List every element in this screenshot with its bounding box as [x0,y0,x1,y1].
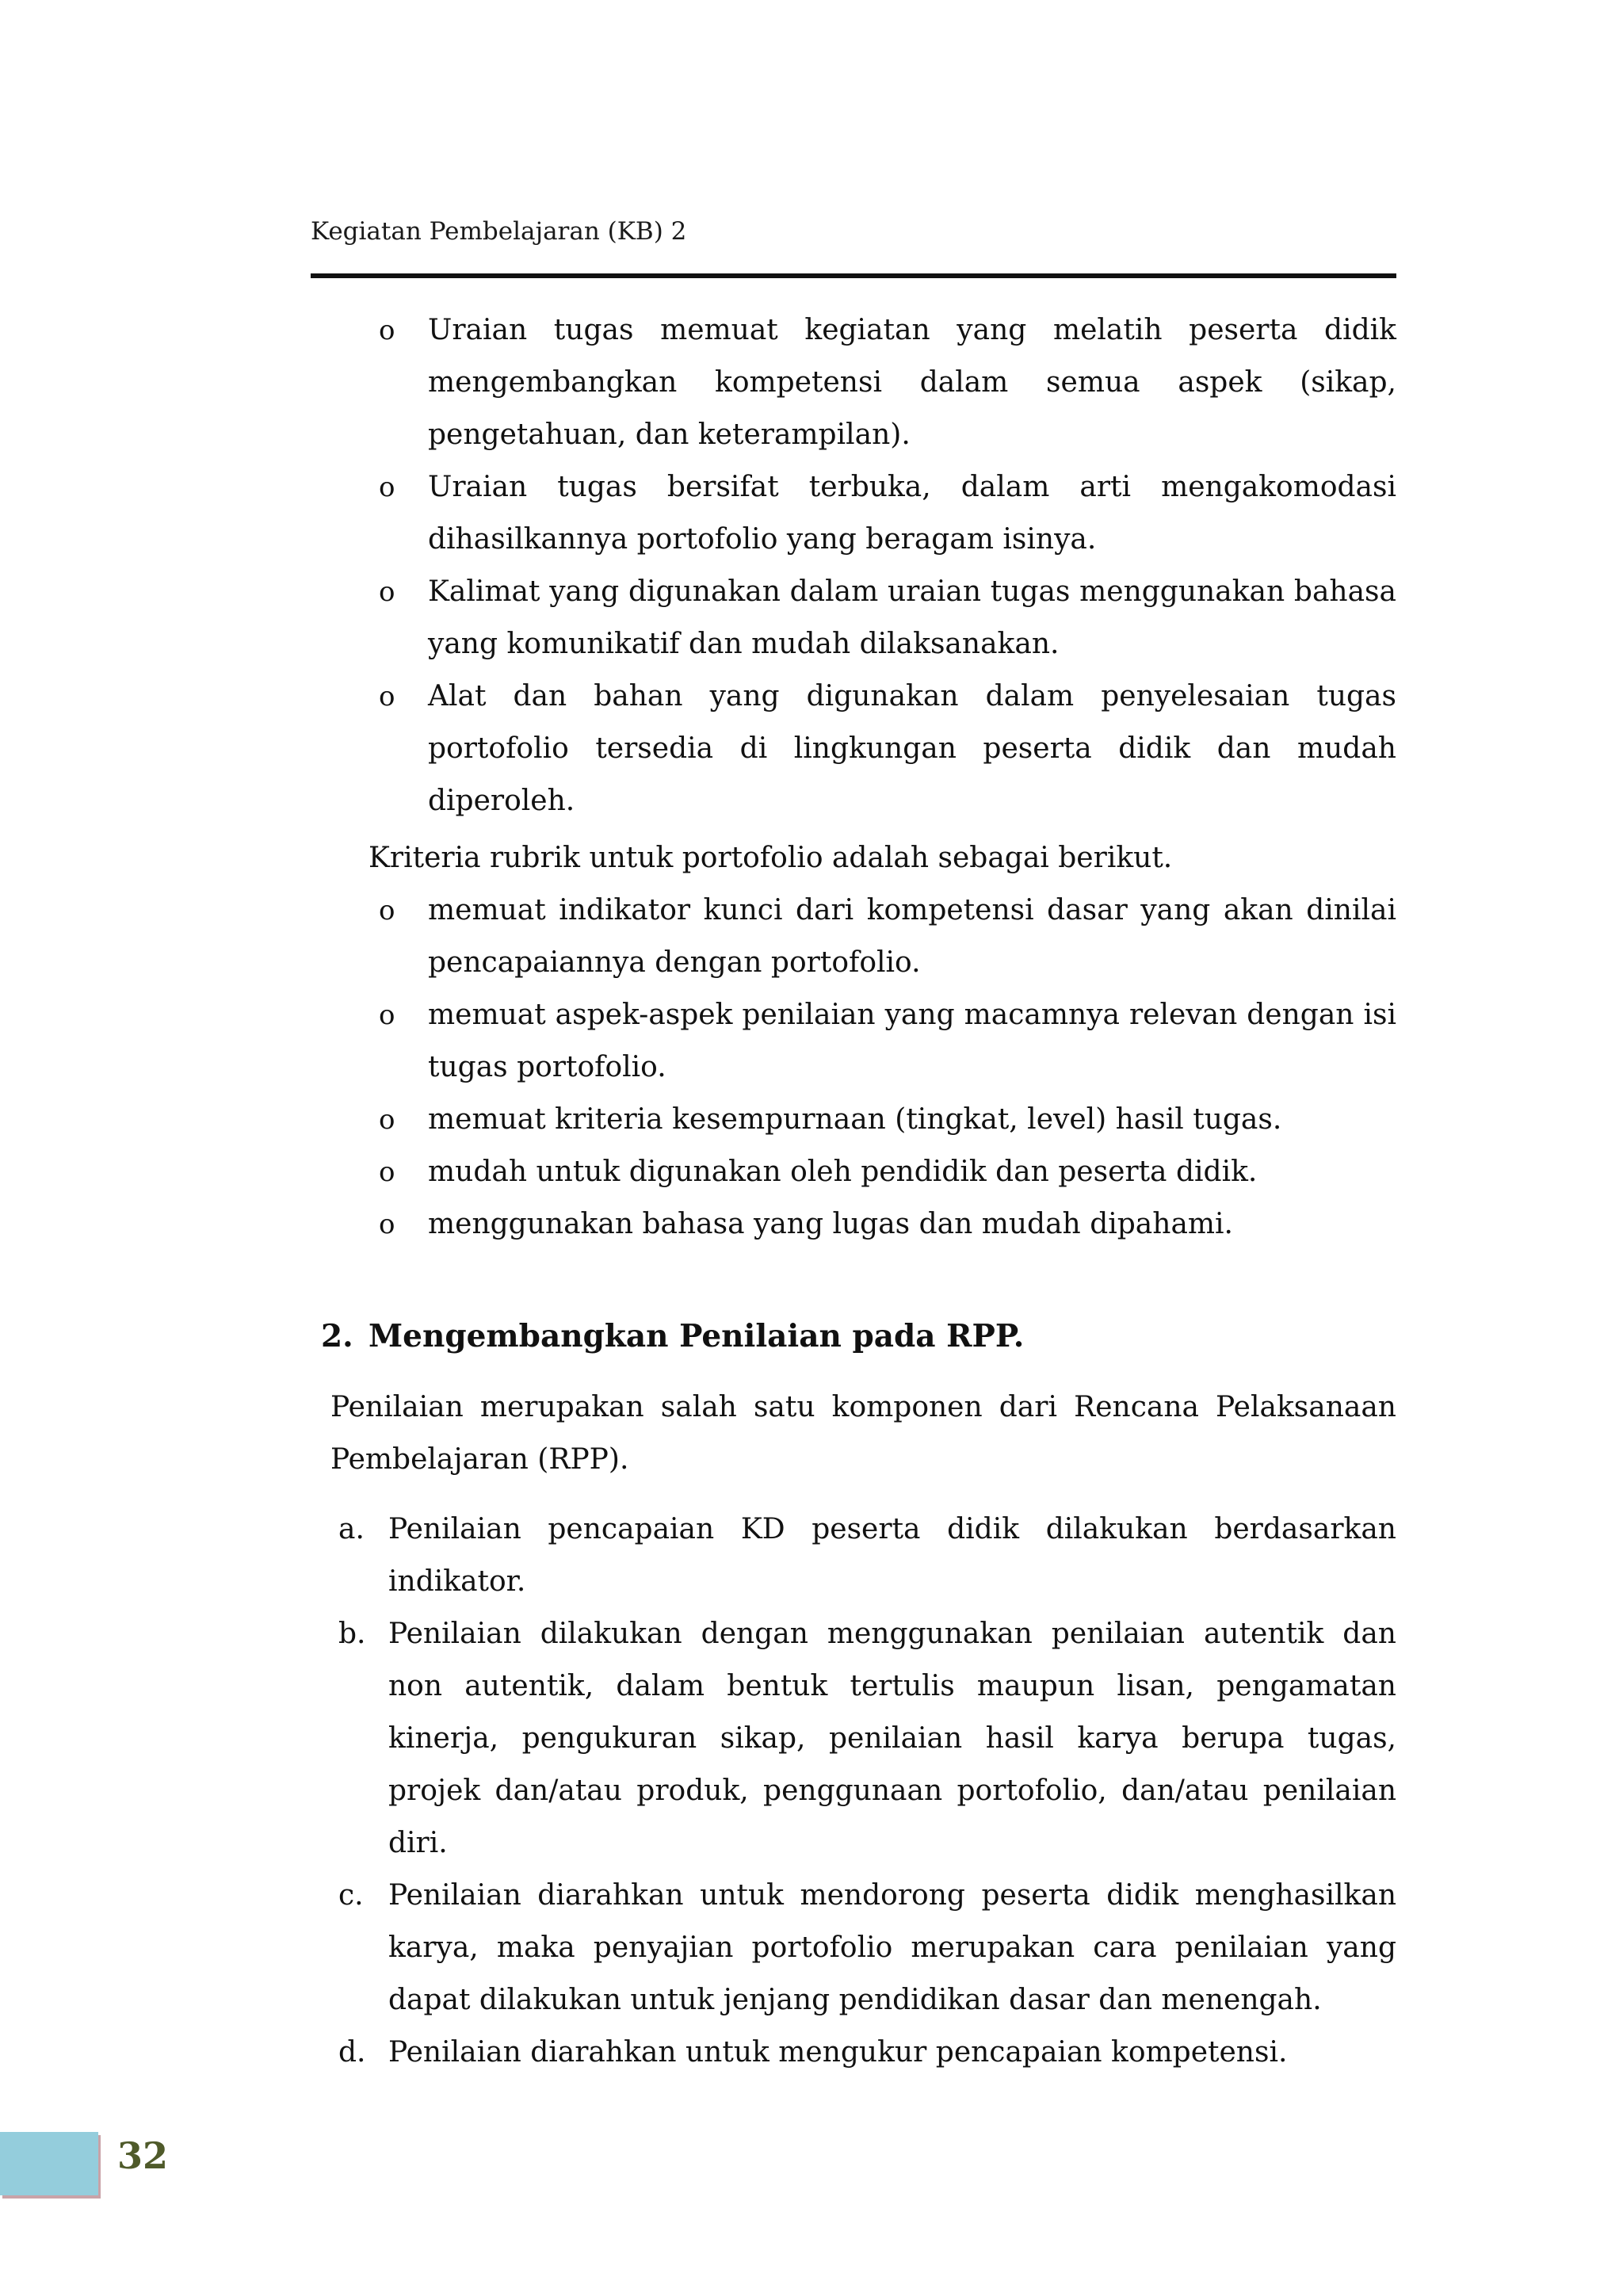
page-number-tab [0,2132,98,2195]
list-item-text: Penilaian dilakukan dengan menggunakan penilaian autentik dan non autentik, dalam bentuk tertulis maupun lisan, pengamatan kinerja, pengukuran sikap, penilaian hasil karya berupa tugas, projek dan/atau produk, penggunaan portofolio, dan/atau penilaian diri. [388,1618,1396,1859]
bullet-marker: o [379,681,395,712]
header-rule [311,273,1396,278]
page-number: 32 [117,2134,169,2177]
list-item [372,1146,1396,1198]
bullet-marker: o [379,895,395,926]
list-item-text: Penilaian diarahkan untuk mendorong peserta didik menghasilkan karya, maka penyajian portofolio merupakan cara penilaian yang dapat dilakukan untuk jenjang pendidikan dasar dan menengah. [388,1879,1396,2016]
bullet-marker: o [379,999,395,1031]
list-item-text: Kalimat yang digunakan dalam uraian tugas menggunakan bahasa yang komunikatif dan mudah dilaksanakan. [428,575,1396,660]
bullet-marker: o [379,1104,395,1136]
list-item [372,884,1396,989]
list-marker: d. [338,2036,366,2069]
section-paragraph: Penilaian merupakan salah satu komponen dari Rencana Pelaksanaan Pembelajaran (RPP). [330,1391,1396,1476]
assessment-list [330,1503,1396,2079]
list-item-text: memuat aspek-aspek penilaian yang macamnya relevan dengan isi tugas portofolio. [428,999,1396,1083]
list-item [330,1870,1396,2027]
list-item-text: Uraian tugas bersifat terbuka, dalam arti mengakomodasi dihasilkannya portofolio yang beragam isinya. [428,471,1396,556]
criteria-intro: Kriteria rubrik untuk portofolio adalah sebagai berikut. [369,842,1173,874]
list-marker: a. [338,1513,365,1545]
section-heading [321,1314,1024,1358]
list-item-text: Uraian tugas memuat kegiatan yang melatih peserta didik mengembangkan kompetensi dalam semua aspek (sikap, pengetahuan, dan keterampilan). [428,314,1396,451]
list-marker: c. [338,1879,364,1912]
list-item [372,989,1396,1094]
list-item-text: Alat dan bahan yang digunakan dalam penyelesaian tugas portofolio tersedia di lingkungan peserta didik dan mudah diperoleh. [428,680,1396,817]
list-item-text: Penilaian diarahkan untuk mengukur pencapaian kompetensi. [388,2036,1288,2069]
section-number: 2. [321,1318,353,1354]
running-header: Kegiatan Pembelajaran (KB) 2 [311,217,687,246]
bullet-marker: o [379,315,395,346]
list-item-text: menggunakan bahasa yang lugas dan mudah dipahami. [428,1208,1233,1240]
bullet-marker: o [379,576,395,608]
list-item [372,670,1396,827]
bullet-marker: o [379,472,395,503]
list-item-text: Penilaian pencapaian KD peserta didik dilakukan berdasarkan indikator. [388,1513,1396,1598]
list-item [372,1094,1396,1146]
bullet-marker: o [379,1156,395,1188]
list-item [372,566,1396,670]
list-item [330,1503,1396,1608]
list-marker: b. [338,1618,366,1650]
section-title: Mengembangkan Penilaian pada RPP. [369,1318,1025,1354]
criteria-list [372,884,1396,1251]
list-item-text: memuat indikator kunci dari kompetensi dasar yang akan dinilai pencapaiannya dengan portofolio. [428,894,1396,979]
list-item [372,1198,1396,1251]
list-item [372,304,1396,461]
list-item-text: memuat kriteria kesempurnaan (tingkat, level) hasil tugas. [428,1103,1282,1136]
list-item-text: mudah untuk digunakan oleh pendidik dan peserta didik. [428,1156,1258,1188]
task-description-list [372,304,1396,827]
bullet-marker: o [379,1209,395,1240]
list-item [372,461,1396,566]
list-item [330,2027,1396,2079]
list-item [330,1608,1396,1870]
